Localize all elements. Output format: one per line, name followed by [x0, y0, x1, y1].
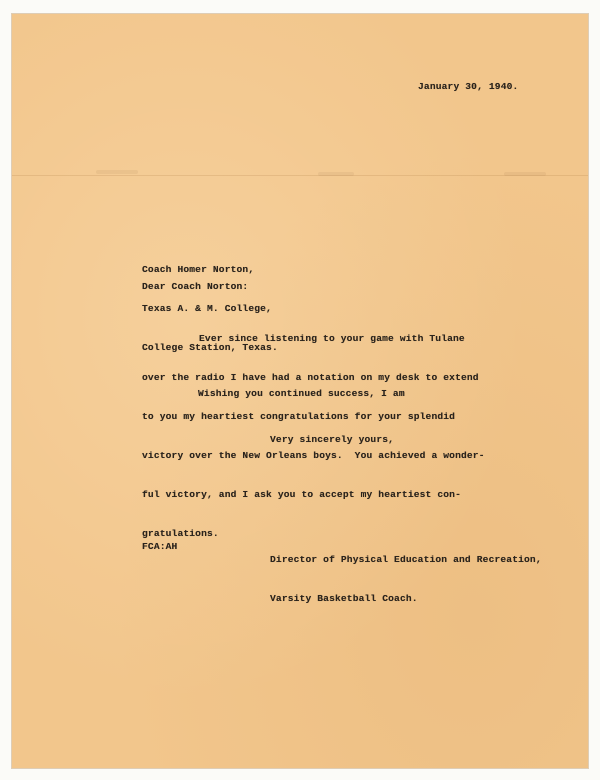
body-line: victory over the New Orleans boys. You achieved a wonder- — [142, 450, 485, 461]
signature-title-line: Director of Physical Education and Recreation, — [270, 554, 542, 565]
reference-initials: FCA:AH — [142, 541, 178, 552]
complimentary-close: Very sincerely yours, — [270, 434, 395, 445]
address-line: Coach Homer Norton, — [142, 264, 255, 275]
signature-block — [270, 527, 542, 631]
body-line: over the radio I have had a notation on my desk to extend — [142, 372, 479, 383]
paper-crease — [12, 175, 588, 176]
address-line: College Station, Texas. — [142, 342, 278, 353]
signature-title-line: Varsity Basketball Coach. — [270, 593, 418, 604]
faint-mark — [96, 170, 138, 174]
body-line: gratulations. — [142, 528, 219, 539]
body-line: Ever since listening to your game with Tulane — [199, 333, 465, 344]
body-line: to you my heartiest congratulations for your splendid — [142, 411, 456, 422]
letter-date: January 30, 1940. — [418, 81, 519, 92]
body-line: ful victory, and I ask you to accept my heartiest con- — [142, 489, 461, 500]
closing-wish: Wishing you continued success, I am — [198, 388, 405, 399]
address-line: Texas A. & M. College, — [142, 303, 272, 314]
salutation: Dear Coach Norton: — [142, 281, 249, 292]
